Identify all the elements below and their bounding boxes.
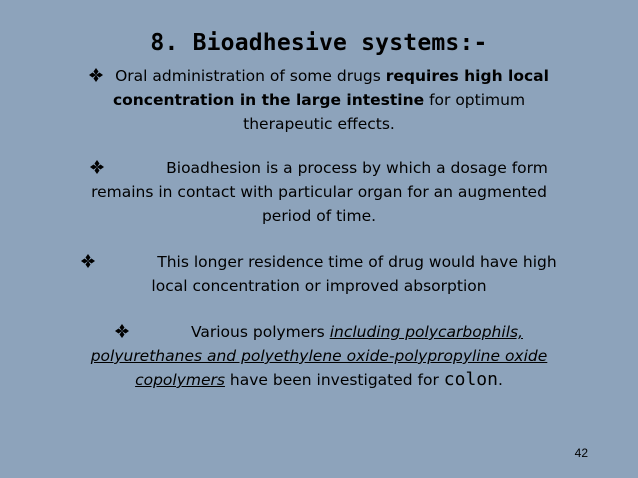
paragraph-1-text-c: for optimum therapeutic effects. [243,91,526,133]
paragraph-4-text-a: Various polymers [190,323,330,341]
paragraph-4-text-c: have been investigated for [224,371,444,389]
bullet-paragraph-4 [74,320,564,392]
slide-title: 8. Bioadhesive systems:- [150,30,488,56]
bullet-paragraph-3 [74,250,564,298]
paragraph-4-underlined-text: including polycarbophils, polyurethanes and polyethylene oxide-polypropyline oxide copolymers [90,323,548,389]
paragraph-1-text-bold: requires high local concentration in the large intestine [112,67,549,109]
four-diamond-bullet-icon [115,324,129,338]
page-number: 42 [574,446,588,460]
four-diamond-bullet-icon [90,160,104,174]
paragraph-1-text-a: Oral administration of some drugs [115,67,386,85]
four-diamond-bullet-icon [89,68,103,82]
bullet-paragraph-1 [74,64,564,136]
paragraph-3-text: This longer residence time of drug would have high local concentration or improved absorption [151,253,557,295]
paragraph-4-text-colon: colon [443,369,498,390]
paragraph-2-text: Bioadhesion is a process by which a dosage form remains in contact with particular organ for an augmented period of time. [91,159,548,225]
bullet-paragraph-2 [74,156,564,228]
four-diamond-bullet-icon [81,254,95,268]
paragraph-4-text-period: . [497,371,503,389]
